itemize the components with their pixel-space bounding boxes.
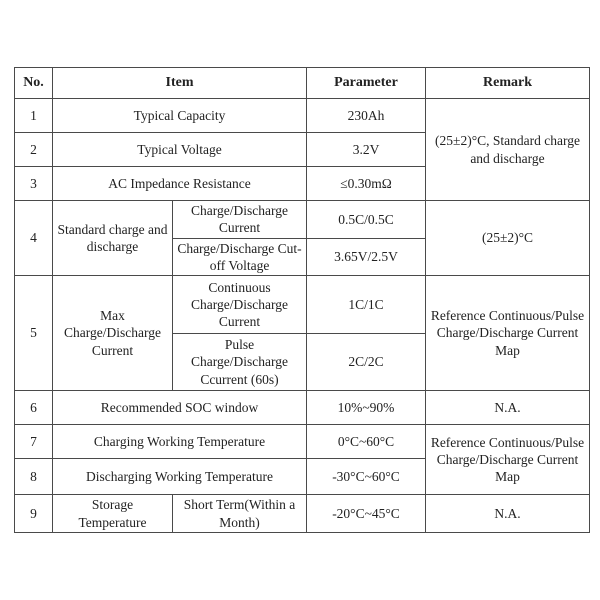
- row5-sub2-item: Pulse Charge/Discharge Ccurrent (60s): [173, 334, 307, 391]
- row1-item: Typical Capacity: [53, 99, 307, 133]
- header-item: Item: [53, 68, 307, 99]
- row3-no: 3: [15, 167, 53, 201]
- row5-sub2-parameter: 2C/2C: [307, 334, 426, 391]
- row5-item: Max Charge/Discharge Current: [53, 276, 173, 391]
- header-remark: Remark: [426, 68, 590, 99]
- row4-remark: (25±2)°C: [426, 201, 590, 276]
- row6-item: Recommended SOC window: [53, 391, 307, 425]
- row-soc-window: [15, 391, 590, 425]
- row9-remark: N.A.: [426, 495, 590, 533]
- header-no: No.: [15, 68, 53, 99]
- row7-no: 7: [15, 425, 53, 459]
- row6-parameter: 10%~90%: [307, 391, 426, 425]
- remark-rows-7-8: Reference Continuous/Pulse Charge/Discharge Current Map: [426, 425, 590, 495]
- row5-sub1-item: Continuous Charge/Discharge Current: [173, 276, 307, 334]
- row3-item: AC Impedance Resistance: [53, 167, 307, 201]
- row4-sub1-item: Charge/Discharge Current: [173, 201, 307, 239]
- row6-no: 6: [15, 391, 53, 425]
- battery-spec-table: [14, 67, 590, 533]
- row2-item: Typical Voltage: [53, 133, 307, 167]
- row5-sub1-parameter: 1C/1C: [307, 276, 426, 334]
- row-max-current-a: [15, 276, 590, 334]
- row-charging-temp: [15, 425, 590, 459]
- remark-rows-1-3: (25±2)°C, Standard charge and discharge: [426, 99, 590, 201]
- row-storage-temp: [15, 495, 590, 533]
- row-typical-capacity: [15, 99, 590, 133]
- row4-sub2-item: Charge/Discharge Cut-off Voltage: [173, 238, 307, 276]
- row8-item: Discharging Working Temperature: [53, 459, 307, 495]
- header-parameter: Parameter: [307, 68, 426, 99]
- row8-parameter: -30°C~60°C: [307, 459, 426, 495]
- row4-sub1-parameter: 0.5C/0.5C: [307, 201, 426, 239]
- row3-parameter: ≤0.30mΩ: [307, 167, 426, 201]
- row7-parameter: 0°C~60°C: [307, 425, 426, 459]
- row4-no: 4: [15, 201, 53, 276]
- row9-item: Storage Temperature: [53, 495, 173, 533]
- row1-no: 1: [15, 99, 53, 133]
- row4-item: Standard charge and discharge: [53, 201, 173, 276]
- row8-no: 8: [15, 459, 53, 495]
- row9-sub-item: Short Term(Within a Month): [173, 495, 307, 533]
- row2-no: 2: [15, 133, 53, 167]
- row4-sub2-parameter: 3.65V/2.5V: [307, 238, 426, 276]
- row5-remark: Reference Continuous/Pulse Charge/Discharge Current Map: [426, 276, 590, 391]
- header-row: [15, 68, 590, 99]
- row1-parameter: 230Ah: [307, 99, 426, 133]
- row2-parameter: 3.2V: [307, 133, 426, 167]
- row9-no: 9: [15, 495, 53, 533]
- row9-parameter: -20°C~45°C: [307, 495, 426, 533]
- row7-item: Charging Working Temperature: [53, 425, 307, 459]
- row6-remark: N.A.: [426, 391, 590, 425]
- row5-no: 5: [15, 276, 53, 391]
- row-standard-charge-a: [15, 201, 590, 239]
